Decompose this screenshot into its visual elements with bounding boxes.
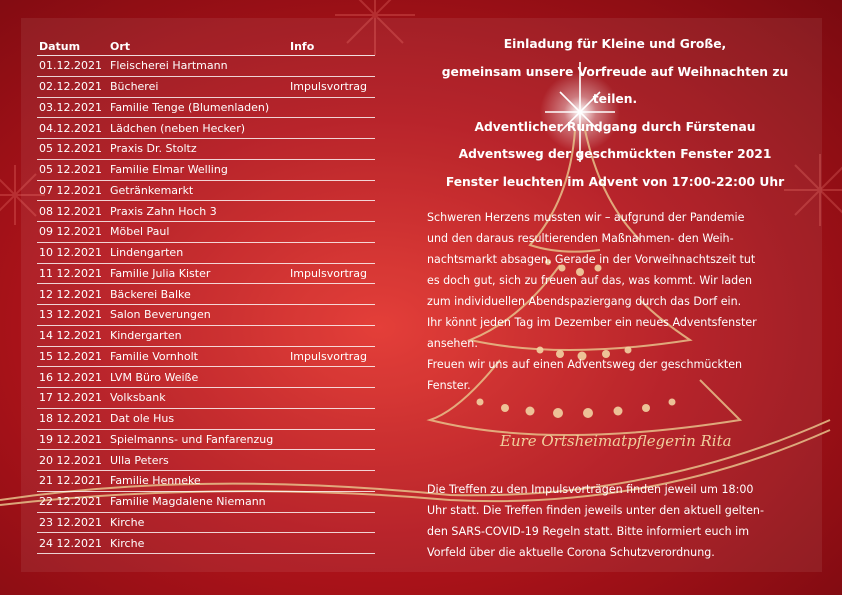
- cell-location: Getränkemarkt: [110, 183, 194, 197]
- table-row: [37, 56, 375, 77]
- title-line: Einladung für Kleine und Große,: [503, 37, 727, 51]
- cell-date: 05 12.2021: [39, 142, 102, 156]
- cell-location: Praxis Zahn Hoch 3: [110, 204, 217, 218]
- cell-date: 03.12.2021: [39, 100, 102, 114]
- intro-line: ansehen.: [427, 337, 478, 350]
- cell-location: Kirche: [110, 536, 145, 550]
- table-body: [37, 56, 375, 554]
- cell-date: 19 12.2021: [39, 432, 102, 446]
- cell-date: 11 12.2021: [39, 266, 102, 280]
- cell-date: 23 12.2021: [39, 515, 102, 529]
- table-row: [37, 326, 375, 347]
- cell-date: 13 12.2021: [39, 308, 102, 322]
- table-row: [37, 347, 375, 368]
- intro-line: Ihr könnt jeden Tag im Dezember ein neues Adventsfenster: [427, 316, 757, 329]
- cell-date: 10 12.2021: [39, 246, 102, 260]
- cell-location: Ulla Peters: [110, 453, 169, 467]
- title-line: teilen.: [592, 92, 638, 106]
- title-line: Adventlicher Rundgang durch Fürstenau: [474, 119, 756, 134]
- table-row: [37, 388, 375, 409]
- table-row: [37, 284, 375, 305]
- table-row: [37, 160, 375, 181]
- cell-date: 18 12.2021: [39, 412, 102, 426]
- advent-schedule-table: [37, 36, 375, 554]
- intro-line: es doch gut, sich zu freuen auf das, was kommt. Wir laden: [427, 274, 753, 287]
- table-row: [37, 471, 375, 492]
- table-row: [37, 367, 375, 388]
- footer-line: Uhr statt. Die Treffen finden jeweils unter den aktuell gelten-: [427, 504, 764, 517]
- header-ort: Ort: [110, 40, 131, 53]
- intro-line: nachtsmarkt absagen. Gerade in der Vorweihnachtszeit tut: [427, 253, 756, 266]
- cell-date: 04.12.2021: [39, 121, 102, 135]
- title-line: gemeinsam unsere Vorfreude auf Weihnachten zu: [441, 64, 789, 79]
- intro-line: zum individuellen Abendspaziergang durch das Dorf ein.: [427, 295, 742, 308]
- table-row: [37, 181, 375, 202]
- cell-location: Salon Beverungen: [110, 308, 211, 322]
- invitation-title: [430, 31, 800, 196]
- footer-line: Die Treffen zu den Impulsvorträgen finden jeweil um 18:00: [427, 483, 754, 496]
- footer-text: [427, 479, 797, 563]
- footer-line: Vorfeld über die aktuelle Corona Schutzverordnung.: [427, 546, 715, 559]
- cell-date: 15 12.2021: [39, 349, 102, 363]
- cell-date: 08 12.2021: [39, 204, 102, 218]
- cell-location: Lindengarten: [110, 246, 184, 260]
- header-info: Info: [290, 40, 315, 53]
- cell-location: Familie Elmar Welling: [110, 163, 228, 177]
- table-row: [37, 305, 375, 326]
- intro-line: Schweren Herzens mussten wir – aufgrund der Pandemie: [427, 211, 745, 224]
- cell-date: 12 12.2021: [39, 287, 102, 301]
- cell-location: Praxis Dr. Stoltz: [110, 142, 197, 156]
- cell-location: Familie Henneke: [110, 474, 201, 488]
- cell-location: Volksbank: [110, 391, 166, 405]
- intro-line: Freuen wir uns auf einen Adventsweg der geschmückten: [427, 358, 743, 371]
- title-line: Fenster leuchten im Advent von 17:00-22:00 Uhr: [445, 174, 785, 189]
- cell-date: 20 12.2021: [39, 453, 102, 467]
- table-row: [37, 139, 375, 160]
- cell-date: 21 12.2021: [39, 474, 102, 488]
- table-row: [37, 98, 375, 119]
- cell-location: Möbel Paul: [110, 225, 170, 239]
- table-row: [37, 513, 375, 534]
- cell-location: Lädchen (neben Hecker): [110, 121, 246, 135]
- table-row: [37, 222, 375, 243]
- signature: Eure Ortsheimatpflegerin Rita: [500, 432, 732, 450]
- intro-line: Fenster.: [427, 379, 471, 392]
- cell-location: Familie Vornholt: [110, 349, 198, 363]
- cell-date: 09 12.2021: [39, 225, 102, 239]
- table-row: [37, 264, 375, 285]
- table-row: [37, 430, 375, 451]
- footer-line: den SARS-COVID-19 Regeln statt. Bitte informiert euch im: [427, 525, 750, 538]
- cell-date: 05 12.2021: [39, 163, 102, 177]
- cell-location: Familie Magdalene Niemann: [110, 495, 266, 509]
- cell-location: Bäckerei Balke: [110, 287, 191, 301]
- intro-text: [427, 207, 797, 396]
- cell-date: 16 12.2021: [39, 370, 102, 384]
- cell-location: Familie Julia Kister: [110, 266, 211, 280]
- cell-date: 17 12.2021: [39, 391, 102, 405]
- table-row: [37, 201, 375, 222]
- cell-info: Impulsvortrag: [290, 349, 368, 363]
- table-row: [37, 409, 375, 430]
- header-datum: Datum: [39, 40, 81, 53]
- cell-date: 07 12.2021: [39, 183, 102, 197]
- cell-location: Familie Tenge (Blumenladen): [110, 100, 270, 114]
- cell-location: Spielmanns- und Fanfarenzug: [110, 432, 274, 446]
- table-row: [37, 450, 375, 471]
- table-row: [37, 243, 375, 264]
- cell-location: Kirche: [110, 515, 145, 529]
- table-row: [37, 118, 375, 139]
- cell-info: Impulsvortrag: [290, 80, 368, 94]
- cell-info: Impulsvortrag: [290, 266, 368, 280]
- cell-location: Dat ole Hus: [110, 412, 175, 426]
- table-row: [37, 533, 375, 554]
- table-row: [37, 492, 375, 513]
- cell-location: Kindergarten: [110, 329, 182, 343]
- table-row: [37, 77, 375, 98]
- cell-location: Bücherei: [110, 80, 159, 94]
- cell-date: 01.12.2021: [39, 59, 102, 73]
- cell-location: Fleischerei Hartmann: [110, 59, 228, 73]
- table-header: [37, 36, 375, 56]
- intro-line: und den daraus resultierenden Maßnahmen- den Weih-: [427, 232, 734, 245]
- cell-date: 22 12.2021: [39, 495, 102, 509]
- cell-location: LVM Büro Weiße: [110, 370, 199, 384]
- cell-date: 14 12.2021: [39, 329, 102, 343]
- cell-date: 02.12.2021: [39, 80, 102, 94]
- title-line: Adventsweg der geschmückten Fenster 2021: [458, 147, 772, 161]
- cell-date: 24 12.2021: [39, 536, 102, 550]
